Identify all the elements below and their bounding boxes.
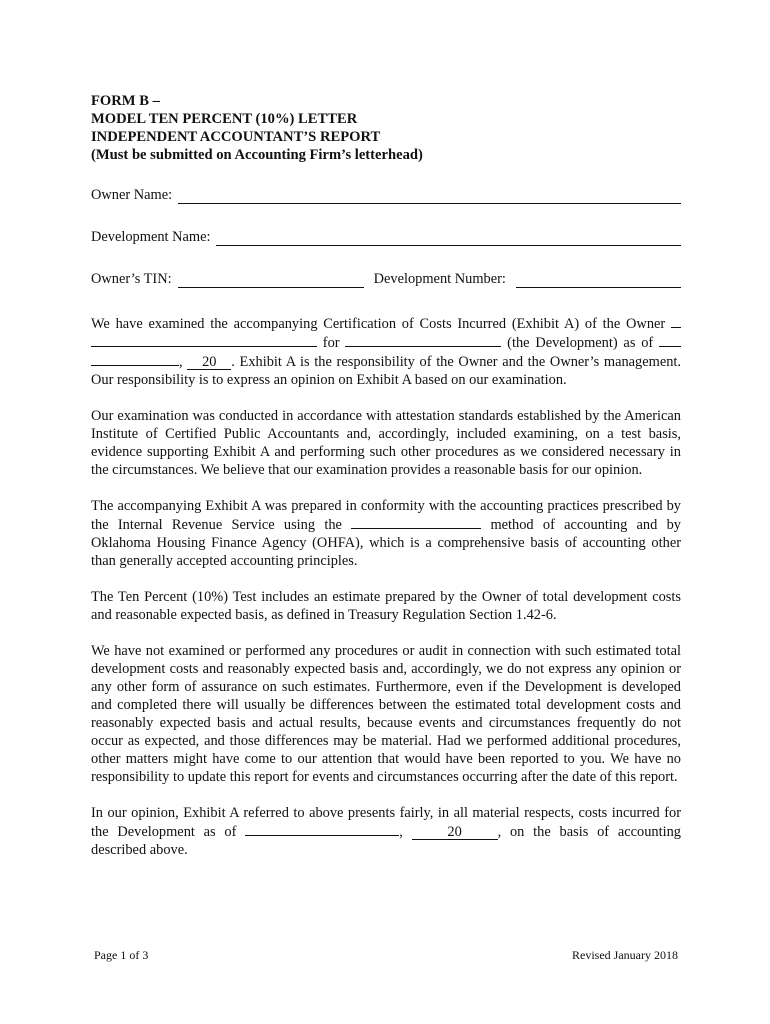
development-name-label: Development Name: [91,229,211,245]
form-title-line3: INDEPENDENT ACCOUNTANT’S REPORT [91,129,381,145]
form-title-line4: (Must be submitted on Accounting Firm’s letterhead) [91,147,423,163]
paragraph-opinion [91,804,681,859]
paragraph-ten-percent-test: The Ten Percent (10%) Test includes an estimate prepared by the Owner of total development costs and reasonable expected basis, as defined in Treasury Regulation Section 1.42-6. [91,589,681,623]
paragraph-conformity [91,497,681,570]
development-name-row [91,228,681,246]
owner-name-label: Owner Name: [91,187,173,203]
year-prefix-1: 20 [202,354,217,370]
owners-tin-label: Owner’s TIN: [91,271,172,287]
paragraph1-text-2: for [322,335,340,351]
paragraph6-text-1: In our opinion, Exhibit A referred to above presents fairly, in all material respects, costs incurred for the Development as of [91,805,681,840]
paragraph-standards: Our examination was conducted in accordance with attestation standards established by the American Institute of Certified Public Accountants and, accordingly, included examining, on a test basis, evidence supporting Exhibit A and performing such other procedures as we considered necessary in the circumstances. We believe that our examination provides a reasonable basis for our opinion. [91,408,681,478]
owner-name-field[interactable] [178,189,681,204]
development-number-label: Development Number: [373,271,506,287]
date-blank-1[interactable] [659,333,681,347]
form-title-line1: FORM B – [91,93,160,109]
opinion-date-blank[interactable] [245,822,399,836]
paragraph3-text-2: method of accounting and by Oklahoma Housing Finance Agency (OHFA), which is a comprehensive basis of accounting other than generally accepted accounting principles. [91,517,681,569]
paragraph3-text-1: The accompanying Exhibit A was prepared in conformity with the accounting practices prescribed by the Internal Revenue Service using the [91,498,681,533]
page-number: Page 1 of 3 [94,948,149,962]
year-prefix-2: 20 [447,824,462,840]
paragraph1-text-4: . Exhibit A is the responsibility of the Owner and the Owner’s management. Our responsibility is to express an opinion on Exhibit A based on our examination. [91,354,681,388]
date-blank-2[interactable] [91,352,179,366]
form-title-line2: MODEL TEN PERCENT (10%) LETTER [91,111,358,127]
year-blank-2[interactable] [412,826,498,840]
accounting-method-blank[interactable] [351,515,481,529]
paragraph1-text-3: (the Development) as of [507,335,654,351]
owner-name-row [91,186,681,204]
paragraph6-text-2: , on the basis of accounting described above. [91,824,681,858]
owner-blank-1[interactable] [671,314,681,328]
document-page [91,92,681,859]
paragraph6-comma: , [399,824,403,840]
paragraph-no-assurance: We have not examined or performed any procedures or audit in connection with such estimated total development costs and reasonably expected basis and, accordingly, we do not express any opinion or any other form of assurance on such estimates. Furthermore, even if the Development is developed and completed there will usually be differences between the estimated total development costs and reasonably expected basis and actual results, because events and circumstances frequently do not occur as expected, and those differences may be material. Had we performed additional procedures, other matters might have come to our attention that would have been reported to you. We have no responsibility to update this report for events and circumstances occurring after the date of this report. [91,643,681,785]
paragraph1-text-1: We have examined the accompanying Certification of Costs Incurred (Exhibit A) of the Owner [91,316,666,332]
development-name-field[interactable] [216,231,681,246]
owners-tin-field[interactable] [178,273,364,288]
development-number-field[interactable] [516,273,681,288]
paragraph-examination [91,314,681,389]
tin-row [91,270,681,288]
paragraph1-comma: , [179,354,183,370]
year-blank-1[interactable] [187,356,231,370]
owner-blank-2[interactable] [91,333,317,347]
revision-date: Revised January 2018 [572,948,678,962]
development-blank[interactable] [345,333,501,347]
